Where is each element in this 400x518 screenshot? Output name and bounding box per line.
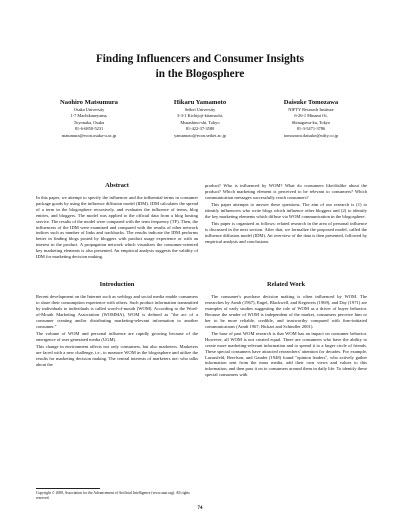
author-name: Hikaru Yamamoto xyxy=(173,99,227,106)
related-work-heading: Related Work xyxy=(266,281,306,288)
introduction-heading: Introduction xyxy=(99,281,135,288)
paragraph: This change in environment affects not only consumers, but also marketers. Marketers are faced with a new challenge, i.e., to measure WOM in the blogosphere and utilize the results for marketing decision making. The central interests of marketers are: who talks about the xyxy=(36,344,198,367)
author-city: Shinagawa-ku, Tokyo xyxy=(291,119,331,125)
author-email: matumura@econ.osaka-u.ac.jp xyxy=(61,132,117,138)
author-address: 1-7 Machikaneyama, xyxy=(70,113,108,119)
author-affiliation: Osaka University xyxy=(73,107,105,112)
author-address: 6-26-1 Minami Oi, xyxy=(294,113,328,119)
title-line-2: in the Blogosphere xyxy=(155,68,245,80)
author-affiliation: NIFTY Research Institute xyxy=(288,107,334,112)
abstract-heading: Abstract xyxy=(105,182,129,189)
author-phone: 81-422-37-3580 xyxy=(185,126,215,132)
abstract-text: In this paper, we attempt to specify the influencer and the influential terms in consumer package goods by using the influence diffusion model (IDM). IDM calculates the spread of a term in the blogosphere recursively, and evaluates the influence of terms, blog entries, and bloggers. The model was applied to the official data from a blog hosting service. The results of the model were compared with the term frequency (TF). Then, the influencers of the IDM were examined and compared with the results of other network indices such as number of links and trackbacks. The results indicate the IDM performs better in finding blogs posted by bloggers with product usage experience or with an interest in the product. A propagation network which visualizes the consumer-oriented key marketing elements is also presented. An empirical analysis suggests the validity of IDM for marketing decision making. xyxy=(36,195,198,260)
author-city: Toyonaka, Osaka xyxy=(73,119,105,125)
author-email: yamamoto@econ.seikei.ac.jp xyxy=(174,132,226,138)
author-name: Daisuke Tomozawa xyxy=(283,99,339,106)
copyright-notice: Copyright © 2008, Association for the Advancement of Artificial Intelligence (www.aaai.org). All rights reserved. xyxy=(36,491,190,500)
author-phone: 81-3-5471-3786 xyxy=(296,126,326,132)
paper-title xyxy=(0,52,400,82)
paragraph: The consumer's purchase decision making is often influenced by WOM. The researches by Arndt (1967), Engel, Blackwell, and Kegerreis (1969), and Day (1971) are examples of early studies suggesting the role of WOM as a driver of buyer behavior. Because the sender of WOM is independent of the market, consumers perceive him or her to be more reliable, credible, and trustworthy compared with firm-initiated communications (Arndt 1967; Bickart and Schindler 2001). xyxy=(205,294,367,329)
paragraph: This paper attempts to answer these questions. The aim of our research is (1) to identify influencers who write blogs which influence other bloggers and (2) to identify the key marketing elements which diffuse via WOM communication in the blogosphere. xyxy=(205,202,367,220)
author-3 xyxy=(246,98,376,139)
author-name: Naohiro Matsumura xyxy=(60,99,118,106)
paragraph: Recent development on the Internet such as weblogs and social media enable consumers to share their consumption experience with others. Such product information transmitted by individuals to individuals is called word-of-mouth (WOM). According to the Word-of-Mouth Marketing Association (WOMMA), WOM is defined as "the act of a consumer creating and/or distributing marketing-relevant information to another consumer." xyxy=(36,294,198,329)
paragraph: product? Who is influenced by WOM? What do consumers like/dislike about the product? Which marketing element is perceived to be relevant to consumers? Which communication messages successfully reach consumers? xyxy=(205,183,367,200)
intro-continuation xyxy=(205,183,367,247)
paragraph: The base of past WOM research is that WOM has an impact on consumer behavior. However, all WOM is not created equal. There are consumers who have the ability to create more marketing-relevant information and to spread it to a larger circle of friends. These special consumers have attracted researchers' attention for decades. For example, Lazarsfeld, Berelson, and Gaudet (1948) found "opinion leaders", who actively gather information sent from the mass media, add their own views and values to this information, and then pass it on to consumers around them in daily life. To identify these special consumers with xyxy=(205,330,367,378)
introduction-section xyxy=(36,281,198,369)
author-address: 3-3-1 Kichijoji-kitamachi, xyxy=(176,113,224,119)
related-work-section xyxy=(205,281,367,380)
paragraph: The volume of WOM and personal influence are rapidly growing because of the emergence of user generated media (UGM). xyxy=(36,330,198,342)
page-number: 74 xyxy=(197,506,203,511)
title-line-1: Finding Influencers and Consumer Insights xyxy=(95,53,305,65)
author-phone: 81-6-6850-5231 xyxy=(74,126,104,132)
author-email: tomozawa.daisuke@nifty.co.jp xyxy=(283,132,339,138)
author-affiliation: Seikei University xyxy=(184,107,216,112)
author-city: Musashino-shi, Tokyo xyxy=(180,119,220,125)
paragraph: This paper is organized as follows; related research in the area of personal influence is discussed in the next section. After that, we formalize the proposed model, called the influence diffusion model (IDM). An overview of the data is then presented, followed by empirical analysis and conclusions. xyxy=(205,221,367,245)
footnote-divider xyxy=(36,488,100,489)
abstract-section xyxy=(36,182,198,261)
